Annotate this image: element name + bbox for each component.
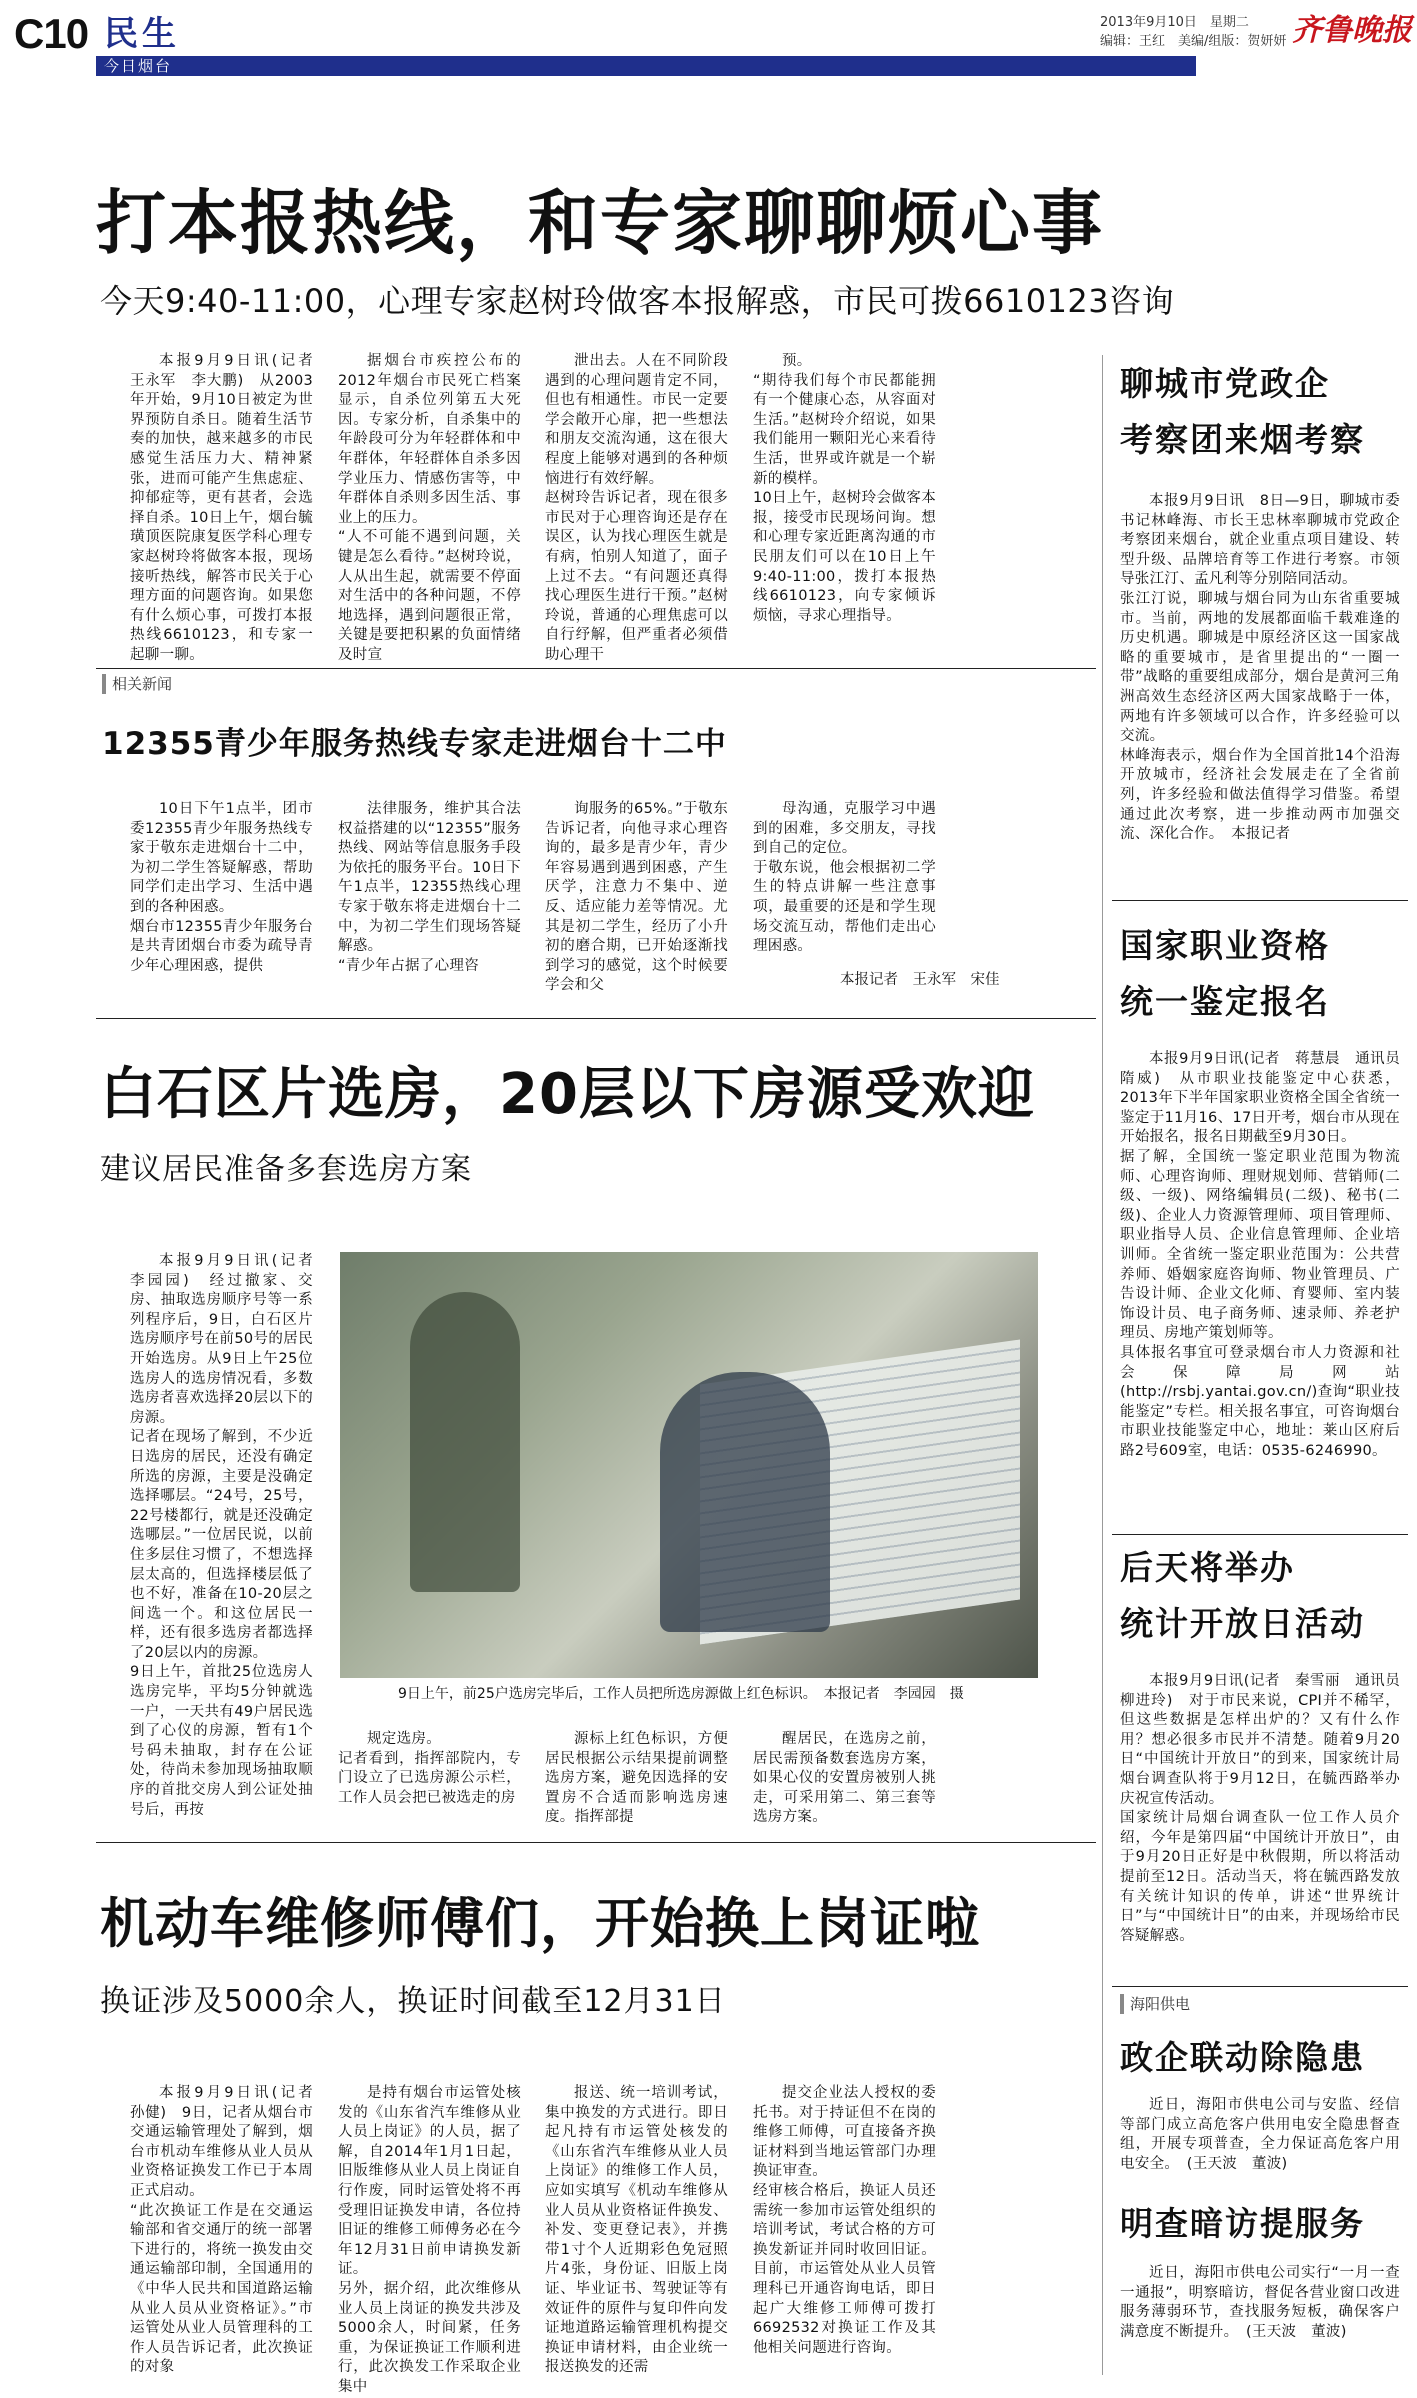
s2-body: 本报9月9日讯(记者 蒋慧晨 通讯员 隋威) 从市职业技能鉴定中心获悉，2013年下半年国家职业资格全国全省统一鉴定于11月16、17日开考，烟台市从现在开始报名，报名日期截至9月30日。 据了解，全国统一鉴定职业范围为物流师、心理咨询师、理财规划师、营销师(二级、一级)、网络编辑员(二级)、秘书(二级)、企业人力资源管理师、项目管理师、职业指导人员、企业信息管理师、企业培训师。全省统一鉴定职业范围为：公共营养师、婚姻家庭咨询师、物业管理员、广告设计师、企业文化师、育婴师、室内装饰设计员、电子商务师、速录师、养老护理员、房地产策划师等。 具体报名事宜可登录烟台市人力资源和社会保障局网站(http://rsbj.yantai.gov.cn/)查询“职业技能鉴定”专栏。相关报名事宜，可咨询烟台市职业技能鉴定中心，地址：莱山区府后路2号609室，电话：0535-6246990。 [1120,1051,1400,1459]
s1-body: 本报9月9日讯 8日—9日，聊城市委书记林峰海、市长王忠林率聊城市党政企考察团来烟台，就企业重点项目建设、转型升级、品牌培育等工作进行考察。市领导张江汀、孟凡利等分别陪同活动。 张江汀说，聊城与烟台同为山东省重要城市。当前，两地的发展都面临千载难逢的历史机遇。聊城是中原经济区这一国家战略的重要城市，是省里提出的“一圈一带”战略的重要组成部分，烟台是黄河三角洲高效生态经济区两大国家战略于一体，两地有许多领域可以合作，许多经验可以交流。 林峰海表示，烟台作为全国首批14个沿海开放城市，经济社会发展走在了全省前列，许多经验和做法值得学习借鉴。希望通过此次考察，进一步推动两市加强交流、深化合作。 本报记者 [1120,493,1400,843]
sidebar-s1 [1120,356,1400,468]
divider [1112,900,1408,901]
story3-subhead: 换证涉及5000余人，换证时间截至12月31日 [100,1984,726,2019]
related-byline: 本报记者 王永军 宋佳 [840,972,1000,988]
story2-photo [340,1252,1038,1678]
story3-headline: 机动车维修师傅们，开始换上岗证啦 [100,1892,980,1955]
story2-column-4: 醒居民，在选房之前，居民需预备数套选房方案，如果心仪的安置房被别人挑走，可采用第二、第三套等选房方案。 [753,1731,936,1826]
divider [1112,1986,1408,1987]
story1-column-2: 据烟台市疾控公布的2012年烟台市民死亡档案显示，自杀位列第五大死因。专家分析，自杀集中的年龄段可分为年轻群体和中年群体，年轻群体自杀多因学业压力、情感伤害等，中年群体自杀则多因生活、事业上的压力。 “人不可能不遇到问题，关键是怎么看待。”赵树玲说，人从出生起，就需要不停面对生活中的各种问题，不停地选择，遇到问题很正常，关键是要把积累的负面情绪及时宣 [338,353,521,663]
subsection-bar [96,56,1196,76]
related-column-3: 询服务的65%。”于敬东告诉记者，向他寻求心理咨询的，最多是青少年，青少年容易遇到遇到困惑，产生厌学，注意力不集中、逆反、适应能力差等情况。尤其是初二学生，经历了小升初的磨合期，已开始逐渐找到学习的感觉，这个时候要学会和父 [545,801,728,994]
sidebar-divider [1102,355,1103,2375]
story3-column-4: 提交企业法人授权的委托书。对于持证但不在岗的维修工师傅，可直接备齐换证材料到当地运管部门办理换证审查。 经审核合格后，换证人员还需统一参加市运管处组织的培训考试，考试合格的方可换发新证并同时收回旧证。目前，市运管处从业人员管理科已开通咨询电话，即日起广大维修工师傅可拨打6692532对换证工作及其他相关问题进行咨询。 [753,2085,936,2356]
story3-column-1: 本报9月9日讯(记者 孙健) 9日，记者从烟台市交通运输管理处了解到，烟台市机动车维修从业人员从业资格证换发工作已于本周正式启动。 “此次换证工作是在交通运输部和省交通厅的统一部署下进行的，将统一换发由交通运输部印制，全国通用的《中华人民共和国道路运输从业人员从业资格证》。”市运管处从业人员管理科的工作人员告诉记者，此次换证的对象 [130,2085,313,2376]
s2-headline-2: 统一鉴定报名 [1120,982,1330,1021]
divider [1112,1534,1408,1535]
photo-person [660,1372,830,1632]
issue-date: 2013年9月10日 星期二 [1100,15,1249,30]
story1-column-1: 本报9月9日讯(记者 王永军 李大鹏) 从2003年开始，9月10日被定为世界预防自杀日。随着生活节奏的加快，越来越多的市民感觉生活压力大、精神紧张，进而可能产生焦虑症、抑郁症等，更有甚者，会选择自杀。10日上午，烟台毓璜顶医院康复医学科心理专家赵树玲将做客本报，现场接听热线，解答市民关于心理方面的问题咨询。如果您有什么烦心事，可拨打本报热线6610123，和专家一起聊一聊。 [130,353,328,663]
photo-person [410,1292,520,1592]
related-column-1: 10日下午1点半，团市委12355青少年服务热线专家于敬东走进烟台十二中，为初二学生答疑解惑，帮助同学们走出学习、生活中遇到的各种困惑。 烟台市12355青少年服务台是共青团烟台市委为疏导青少年心理困惑，提供 [130,801,313,974]
divider [96,1018,1096,1019]
s5-headline: 明查暗访提服务 [1120,2204,1365,2243]
section-label: 民生 [104,14,180,54]
page-header [0,0,1417,80]
s4-body: 近日，海阳市供电公司与安监、经信等部门成立高危客户供用电安全隐患督查组，开展专项普查，全力保证高危客户用电安全。 (王天波 董波) [1120,2097,1400,2172]
story1-column-4: 预。 “期待我们每个市民都能拥有一个健康心态，从容面对生活。”赵树玲介绍说，如果我们能用一颗阳光心来看待生活，世界或许就是一个崭新的模样。 10日上午，赵树玲会做客本报，接受市民现场问询。想和心理专家近距离沟通的市民朋友们可以在10日上午9:40-11:00，拨打本报热线6610123，向专家倾诉烦恼，寻求心理指导。 [753,353,936,624]
story1-subhead: 今天9:40-11:00，心理专家赵树玲做客本报解惑，市民可拨6610123咨询 [100,282,1175,320]
subsection-label: 今日烟台 [104,57,173,75]
divider [96,668,1096,669]
story3-column-2: 是持有烟台市运管处核发的《山东省汽车维修从业人员上岗证》的人员，据了解，自2014年1月1日起，旧版维修从业人员上岗证自行作废，同时运管处将不再受理旧证换发申请，各位持旧证的维修工师傅务必在今年12月31日前申请换发新证。 另外，据介绍，此次维修从业人员上岗证的换发共涉及5000余人，时间紧，任务重，为保证换证工作顺利进行，此次换发工作采取企业集中 [338,2085,521,2395]
related-column-4: 母沟通，克服学习中遇到的困难，多交朋友，寻找到自己的定位。 于敬东说，他会根据初二学生的特点讲解一些注意事项，最重要的还是和学生现场交流互动，帮他们走出心理困惑。 [753,801,936,955]
story3-column-3: 报送、统一培训考试，集中换发的方式进行。即日起凡持有市运管处核发的《山东省汽车维修从业人员上岗证》的维修工作人员，应如实填写《机动车维修从业人员从业资格证件换发、补发、变更登记表》，并携带1寸个人近期彩色免冠照片4张，身份证、旧版上岗证、毕业证书、驾驶证等有效证件的原件与复印件向发证地道路运输管理机构提交换证申请材料，由企业统一报送换发的还需 [545,2085,728,2376]
story2-column-2: 规定选房。 记者看到，指挥部院内，专门设立了已选房源公示栏，工作人员会把已被选走的房 [338,1731,521,1806]
story2-column-3: 源标上红色标识，方便居民根据公示结果提前调整选房方案，避免因选择的安置房不合适而影响选房速度。指挥部提 [545,1731,728,1826]
s3-body: 本报9月9日讯(记者 秦雪丽 通讯员 柳进玲) 对于市民来说，CPI并不稀罕，但这些数据是怎样出炉的？又有什么作用？想必很多市民并不清楚。随着9月20日“中国统计开放日”的到来，国家统计局烟台调查队将于9月12日，在毓西路举办庆祝宣传活动。 国家统计局烟台调查队一位工作人员介绍，今年是第四届“中国统计开放日”，由于9月20日正好是中秋假期，所以将活动提前至12日。活动当天，将在毓西路发放有关统计知识的传单，讲述“世界统计日”与“中国统计日”的由来，并现场给市民答疑解惑。 [1120,1673,1400,1944]
story1-column-3: 泄出去。人在不同阶段遇到的心理问题肯定不同，但也有相通性。市民一定要学会敞开心扉，把一些想法和朋友交流沟通，这在很大程度上能够对遇到的各种烦恼进行有效纾解。 赵树玲告诉记者，现在很多市民对于心理咨询还是存在误区，认为找心理医生就是有病，怕别人知道了，面子上过不去。“有问题还真得找心理医生进行干预。”赵树玲说，普通的心理焦虑可以自行纾解，但严重者必须借助心理干 [545,353,728,663]
s2-headline-1: 国家职业资格 [1120,926,1330,965]
story2-column-1: 本报9月9日讯(记者 李园园) 经过撤家、交房、抽取选房顺序号等一系列程序后，9日，白石区片选房顺序号在前50号的居民开始选房。从9日上午25位选房人的选房情况看，多数选房者喜欢选择20层以下的房源。 记者在现场了解到，不少近日选房的居民，还没有确定所选的房源，主要是没确定选择哪层。“24号，25号，22号楼都行，就是还没确定选哪层。”一位居民说，以前住多层住习惯了，不想选择层太高的，但选择楼层低了也不好，准备在10-20层之间选一个。和这位居民一样，还有很多选房者都选择了20层以内的房源。 9日上午，首批25位选房人选房完毕，平均5分钟就选一户，一天共有49户居民选到了心仪的房源，暂有1个号码未抽取，封存在公证处，待尚未参加现场抽取顺序的首批交房人到公证处抽号后，再按 [130,1253,313,1818]
page-number: C10 [14,10,89,57]
story1-headline: 打本报热线，和专家聊聊烦心事 [96,182,1104,264]
s1-headline-1: 聊城市党政企 [1120,364,1330,403]
editor-credits: 编辑：王红 美编/组版：贺妍妍 [1100,34,1287,49]
related-news-tag: 相关新闻 [102,674,172,694]
story2-subhead: 建议居民准备多套选房方案 [100,1152,472,1187]
s3-headline-1: 后天将举办 [1120,1548,1295,1587]
s3-headline-2: 统计开放日活动 [1120,1604,1365,1643]
s5-body: 近日，海阳市供电公司实行“一月一查一通报”，明察暗访，督促各营业窗口改进服务薄弱环节，查找服务短板，确保客户满意度不断提升。 (王天波 董波) [1120,2265,1400,2340]
related-headline: 12355青少年服务热线专家走进烟台十二中 [102,726,727,762]
s4-headline: 政企联动除隐患 [1120,2038,1365,2077]
story2-headline: 白石区片选房，20层以下房源受欢迎 [100,1062,1035,1127]
s4-tag: 海阳供电 [1120,1994,1190,2014]
story2-photo-caption: 9日上午，前25户选房完毕后，工作人员把所选房源做上红色标识。 本报记者 李园园 摄 [398,1686,964,1702]
sidebar-s3 [1120,1540,1400,1652]
sidebar-s2 [1120,918,1400,1030]
paper-name: 齐鲁晚报 [1292,13,1412,48]
divider [96,1842,1096,1843]
related-column-2: 法律服务，维护其合法权益搭建的以“12355”服务热线、网站等信息服务手段为依托的服务平台。10日下午1点半，12355热线心理专家于敬东将走进烟台十二中，为初二学生们现场答疑解惑。 “青少年占据了心理咨 [338,801,521,974]
s1-headline-2: 考察团来烟考察 [1120,420,1365,459]
